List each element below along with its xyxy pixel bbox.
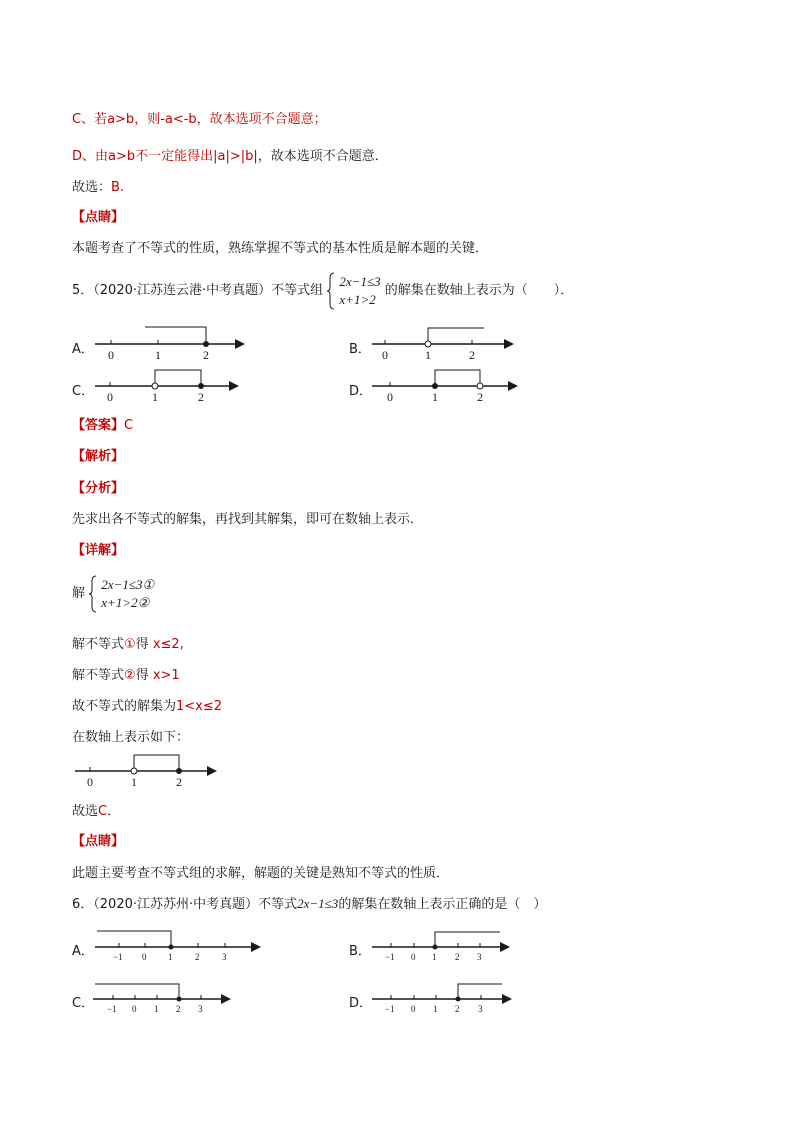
axis-label: 1 bbox=[433, 1004, 438, 1014]
axis-label: 2 bbox=[198, 390, 204, 404]
q6-option-b-label[interactable]: B． bbox=[349, 944, 371, 959]
axis-label: 2 bbox=[455, 952, 460, 962]
dianjing-heading-2: 【点睛】 bbox=[72, 834, 125, 849]
axis-label: 2 bbox=[455, 1004, 460, 1014]
q5-stem-prefix: 5．（2020·江苏连云港·中考真题）不等式组 bbox=[72, 283, 324, 298]
axis-label: 0 bbox=[107, 390, 113, 404]
solution-numberline bbox=[75, 749, 217, 789]
q5-option-a-numberline[interactable] bbox=[95, 322, 245, 362]
sys-line-2: x+1>2② bbox=[101, 595, 150, 610]
choose-c-value: C bbox=[98, 804, 108, 819]
step-4: 在数轴上表示如下： bbox=[72, 730, 190, 745]
axis-label: 2 bbox=[195, 952, 200, 962]
q5-option-d-numberline[interactable] bbox=[372, 364, 518, 404]
dianjing-heading-1: 【点睛】 bbox=[72, 210, 125, 225]
choose-c-end: ． bbox=[107, 804, 121, 819]
q6-inequality: 2x−1≤3 bbox=[297, 896, 339, 911]
q5-answer bbox=[72, 414, 133, 433]
step-1-b: ① bbox=[124, 637, 136, 652]
axis-label: 3 bbox=[198, 1004, 203, 1014]
q5-option-b-numberline[interactable] bbox=[372, 322, 514, 362]
sys-line-1: 2x−1≤3① bbox=[101, 577, 155, 592]
step-2-d: x>1 bbox=[152, 668, 180, 683]
solve-system bbox=[72, 575, 154, 613]
q6-option-a-numberline[interactable] bbox=[95, 926, 263, 964]
option-d-text-1: a>b不一定能得出 bbox=[108, 149, 214, 164]
q5-ineq-2: x+1>2 bbox=[339, 292, 376, 307]
q5-brace-icon bbox=[327, 272, 335, 310]
q5-option-d-label[interactable]: D． bbox=[349, 384, 373, 399]
axis-label: −1 bbox=[385, 952, 395, 962]
axis-label: 0 bbox=[411, 952, 416, 962]
choose-c-line bbox=[72, 800, 120, 819]
solve-system-lines bbox=[101, 576, 154, 612]
step-2-a: 解不等式 bbox=[72, 668, 125, 683]
step-2 bbox=[72, 664, 180, 683]
step-3-a: 故不等式的解集为 bbox=[72, 699, 177, 714]
q6-option-d-numberline[interactable] bbox=[372, 978, 514, 1016]
option-d-prefix: D、由 bbox=[72, 149, 109, 164]
step-1 bbox=[72, 633, 184, 652]
step-1-a: 解不等式 bbox=[72, 637, 125, 652]
xiangjie-heading: 【详解】 bbox=[72, 543, 125, 558]
q5-option-c-numberline[interactable] bbox=[95, 364, 239, 404]
q5-option-a-label[interactable]: A． bbox=[72, 342, 94, 357]
answer-value: C bbox=[124, 418, 134, 433]
q6-option-d-label[interactable]: D． bbox=[349, 996, 373, 1011]
jiexi-heading: 【解析】 bbox=[72, 449, 125, 464]
axis-label: 1 bbox=[432, 390, 438, 404]
q6-option-c-label[interactable]: C． bbox=[72, 996, 95, 1011]
axis-label: 2 bbox=[477, 390, 483, 404]
fenxi-text: 先求出各不等式的解集，再找到其解集，即可在数轴上表示． bbox=[72, 512, 424, 527]
q5-ineq-1: 2x−1≤3 bbox=[339, 274, 381, 289]
answer-heading: 【答案】 bbox=[72, 418, 125, 433]
option-d-text-3: ，故本选项不合题意． bbox=[257, 149, 388, 164]
step-1-d: x≤2, bbox=[152, 637, 184, 652]
option-c-explanation bbox=[72, 108, 327, 127]
choose-b-line bbox=[72, 176, 124, 195]
axis-label: 2 bbox=[203, 348, 209, 362]
axis-label: 0 bbox=[387, 390, 393, 404]
option-d-explanation bbox=[72, 145, 388, 164]
q5-option-c-label[interactable]: C． bbox=[72, 384, 95, 399]
axis-label: 1 bbox=[152, 390, 158, 404]
q5-stem-suffix: 的解集在数轴上表示为（ ）． bbox=[384, 283, 574, 298]
step-1-c: 得 bbox=[135, 637, 149, 652]
step-2-c: 得 bbox=[135, 668, 149, 683]
axis-label: −1 bbox=[113, 952, 123, 962]
q6-stem-suffix: 的解集在数轴上表示正确的是（ ） bbox=[338, 897, 547, 912]
summary-2: 此题主要考查不等式组的求解，解题的关键是熟知不等式的性质． bbox=[72, 866, 450, 881]
choose-b-value: B. bbox=[111, 180, 125, 195]
choose-c-prefix: 故选 bbox=[72, 804, 99, 819]
axis-label: 1 bbox=[168, 952, 173, 962]
q6-option-c-numberline[interactable] bbox=[93, 978, 233, 1016]
step-3-b: 1<x≤2 bbox=[176, 699, 223, 714]
axis-label: 0 bbox=[108, 348, 114, 362]
step-2-b: ② bbox=[124, 668, 136, 683]
step-3 bbox=[72, 695, 222, 714]
axis-label: 1 bbox=[131, 775, 137, 789]
axis-label: 0 bbox=[132, 1004, 137, 1014]
axis-label: 1 bbox=[154, 1004, 159, 1014]
choose-b-prefix: 故选： bbox=[72, 180, 112, 195]
axis-label: 2 bbox=[469, 348, 475, 362]
axis-label: 0 bbox=[382, 348, 388, 362]
q6-stem-prefix: 6．（2020·江苏苏州·中考真题）不等式 bbox=[72, 897, 298, 912]
axis-label: 1 bbox=[432, 952, 437, 962]
solve-brace-icon bbox=[89, 575, 97, 613]
solve-prefix: 解 bbox=[72, 586, 86, 601]
axis-label: 3 bbox=[477, 952, 482, 962]
q6-option-a-label[interactable]: A． bbox=[72, 944, 94, 959]
q5-system bbox=[339, 273, 380, 309]
option-c-text: a>b，则-a<-b，故本选项不合题意； bbox=[107, 112, 327, 127]
axis-label: 2 bbox=[176, 1004, 181, 1014]
summary-1: 本题考查了不等式的性质，熟练掌握不等式的基本性质是解本题的关键． bbox=[72, 241, 489, 256]
axis-label: −1 bbox=[107, 1004, 117, 1014]
q6-option-b-numberline[interactable] bbox=[372, 926, 512, 964]
axis-label: 0 bbox=[142, 952, 147, 962]
option-c-prefix: C、若 bbox=[72, 112, 108, 127]
fenxi-heading: 【分析】 bbox=[72, 481, 125, 496]
axis-label: 0 bbox=[411, 1004, 416, 1014]
axis-label: 0 bbox=[87, 775, 93, 789]
axis-label: 1 bbox=[155, 348, 161, 362]
axis-label: −1 bbox=[385, 1004, 395, 1014]
axis-label: 3 bbox=[478, 1004, 483, 1014]
q5-option-b-label[interactable]: B． bbox=[349, 342, 371, 357]
axis-label: 3 bbox=[222, 952, 227, 962]
q5-stem bbox=[72, 272, 573, 310]
axis-label: 1 bbox=[425, 348, 431, 362]
option-d-text-2: |a|>|b| bbox=[213, 149, 258, 164]
axis-label: 2 bbox=[176, 775, 182, 789]
q6-stem bbox=[72, 893, 546, 912]
